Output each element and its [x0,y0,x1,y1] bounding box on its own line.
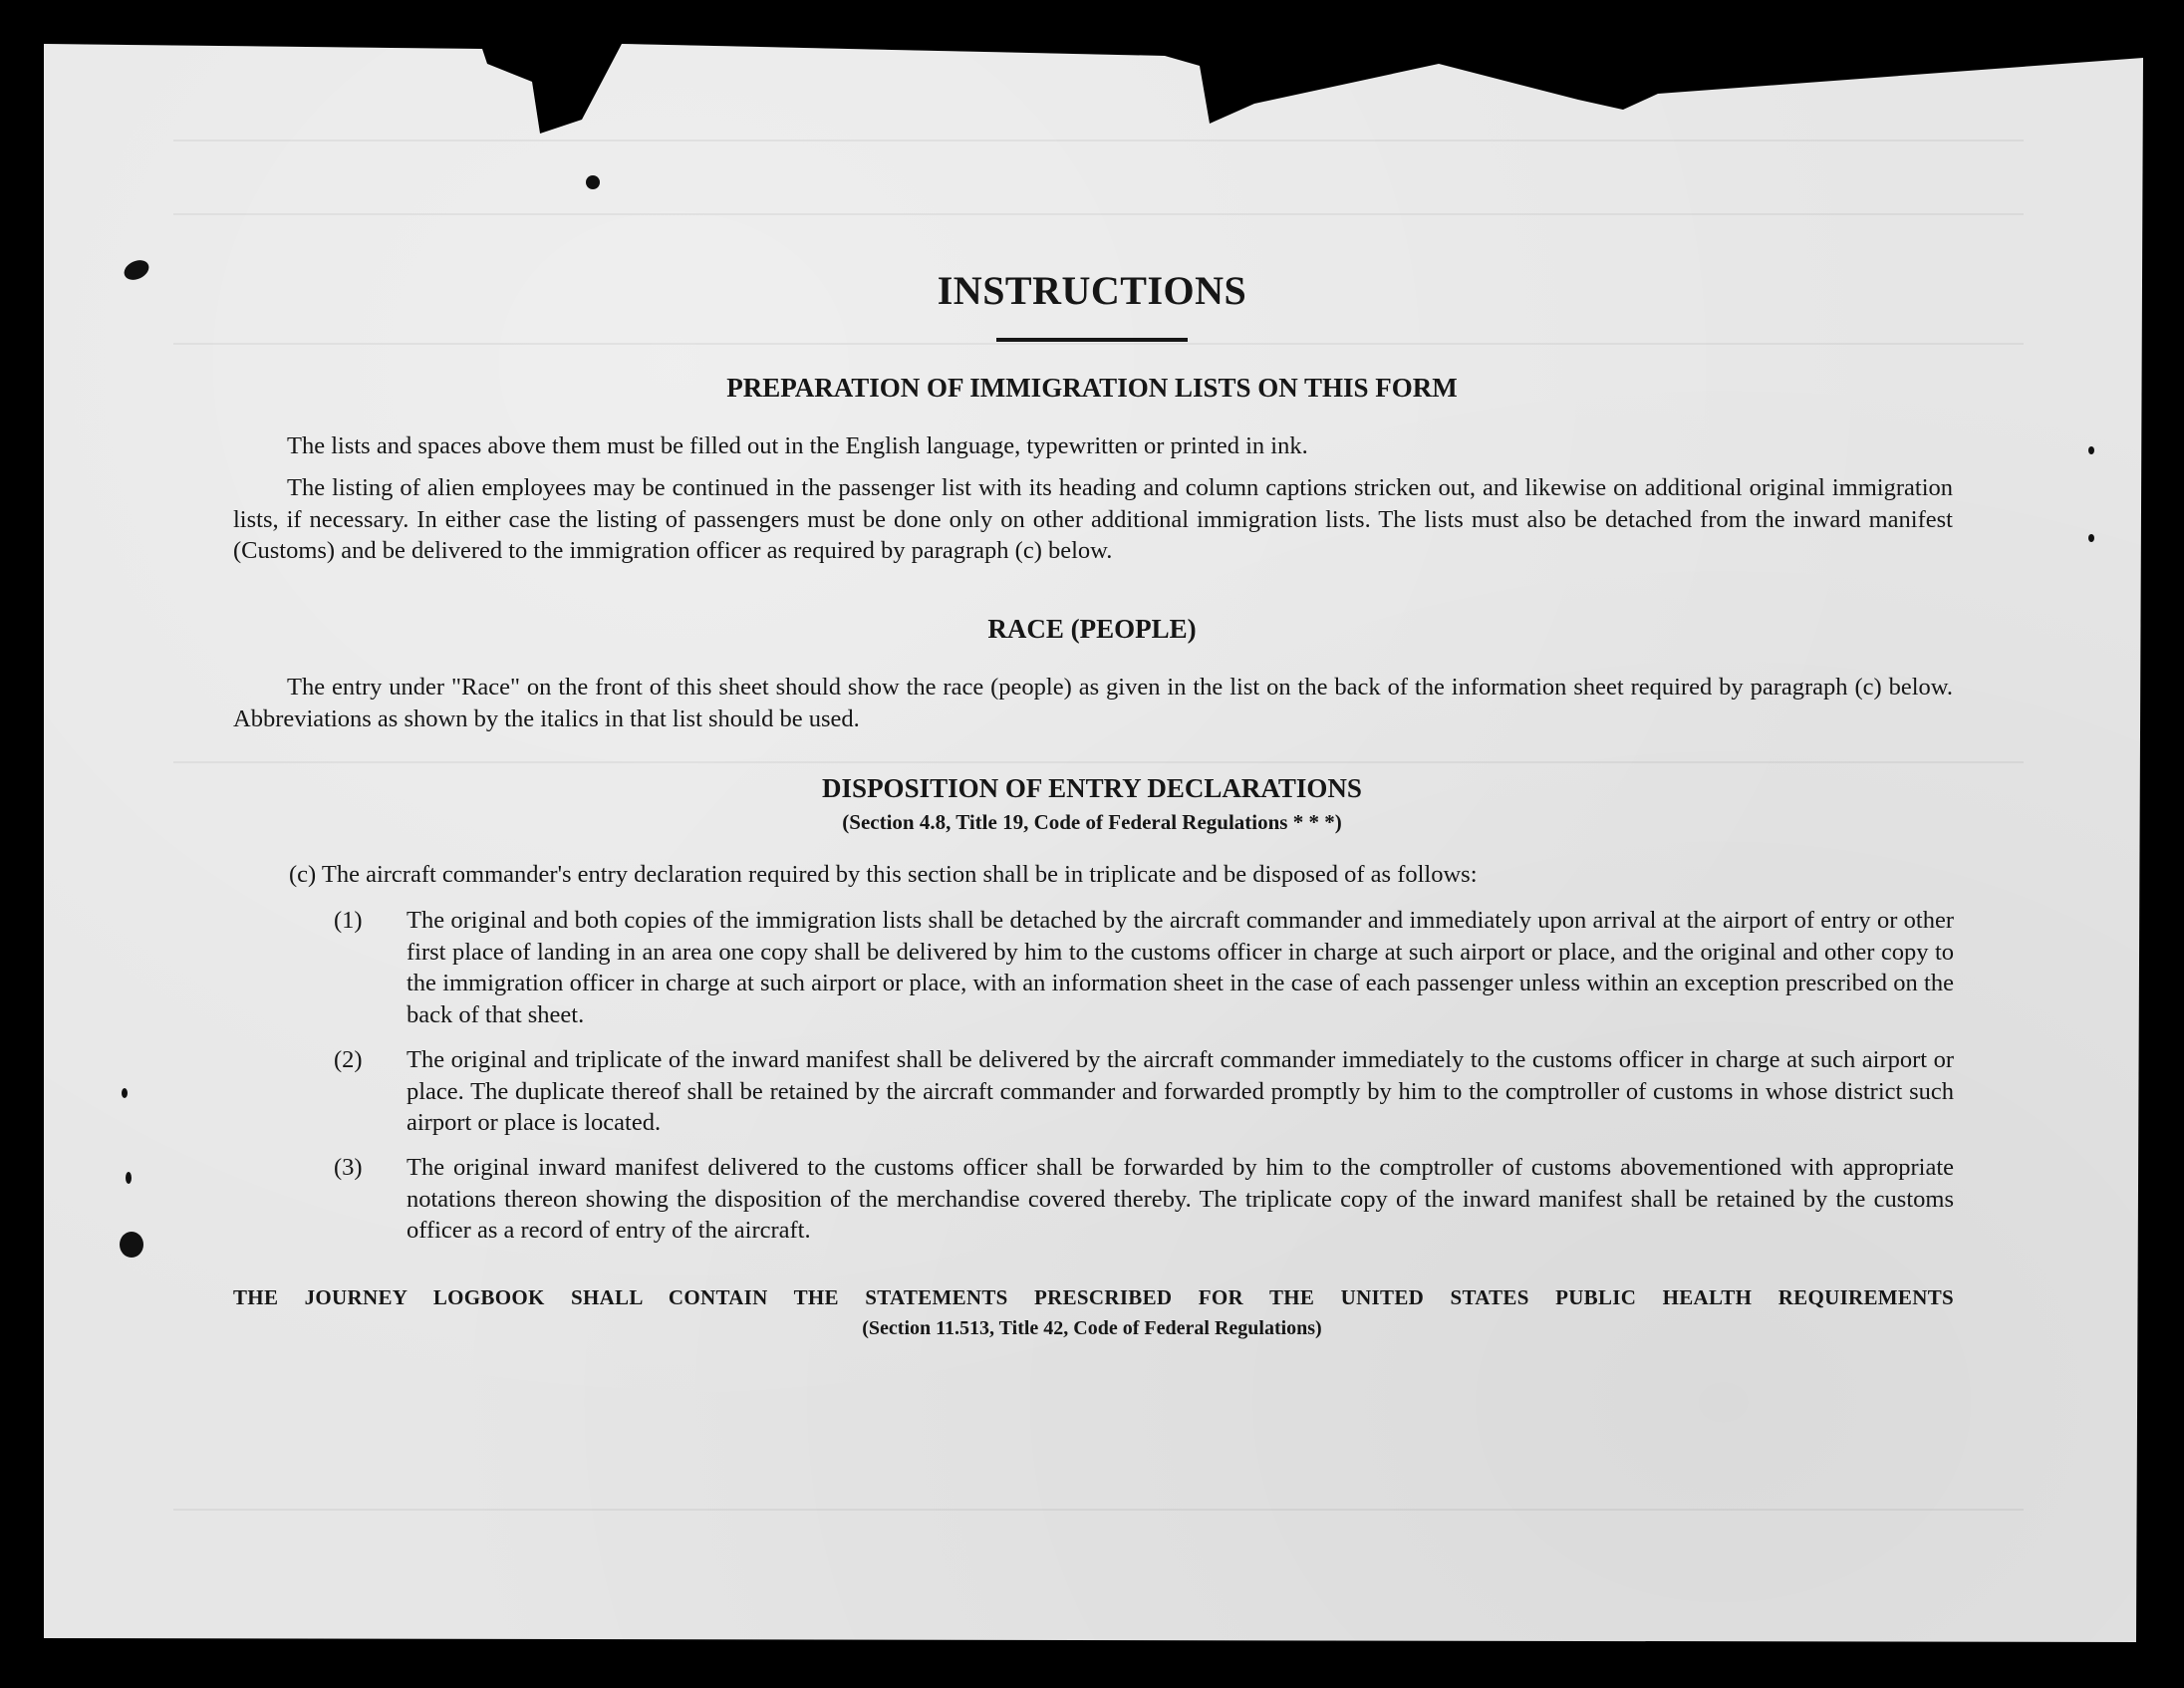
preparation-paragraph-1: The lists and spaces above them must be filled out in the English language, typewritten or printed in ink. [287,432,1308,459]
disposition-heading: DISPOSITION OF ENTRY DECLARATIONS [822,773,1362,803]
show-through-line [173,1509,2024,1511]
preparation-heading: PREPARATION OF IMMIGRATION LISTS ON THIS FORM [726,373,1458,403]
show-through-line [173,140,2024,141]
disposition-lead: (c) The aircraft commander's entry declaration required by this section shall be in triplicate and be disposed of as follows: [289,861,1478,888]
disposition-item-1: The original and both copies of the immigration lists shall be detached by the aircraft commander and immediately upon arrival at the airport of entry or other first place of landing in an area one copy shall be delivered by him to the customs officer in charge at such airport or place, and the original and other copy to the immigration officer in charge at such airport or place, with an information sheet in the case of each passenger unless within an exception prescribed on the back of that sheet. [407,907,1954,1028]
page-title: INSTRUCTIONS [937,268,1247,313]
ink-speck [122,1088,128,1098]
item-number: (3) [334,1154,363,1181]
disposition-item-3: The original inward manifest delivered to the customs officer shall be forwarded by him to the comptroller of customs abovementioned with appropriate notations thereon showing the disposition of the merchandise covered thereby. The triplicate copy of the inward manifest shall be retained by the customs officer as a record of entry of the aircraft. [407,1154,1954,1244]
show-through-line [173,761,2024,763]
ink-speck [126,1172,132,1184]
public-health-citation: (Section 11.513, Title 42, Code of Federal Regulations) [862,1317,1322,1339]
public-health-statement: THE JOURNEY LOGBOOK SHALL CONTAIN THE STATEMENTS PRESCRIBED FOR THE UNITED STATES PUBLIC HEALTH REQUIREMENTS [233,1285,1954,1309]
disposition-item-2: The original and triplicate of the inward manifest shall be delivered by the aircraft commander immediately to the customs officer in charge at such airport or place. The duplicate thereof shall be retained by the aircraft commander and forwarded promptly by him to the comptroller of customs in whose district such airport or place is located. [407,1046,1954,1136]
ink-speck [120,1232,143,1258]
ink-speck [2088,446,2094,454]
ink-speck [2088,534,2094,542]
race-heading: RACE (PEOPLE) [987,614,1197,644]
item-number: (1) [334,907,363,934]
show-through-line [173,213,2024,215]
preparation-paragraph-2: The listing of alien employees may be continued in the passenger list with its heading and column captions stricken out, and likewise on additional original immigration lists, if necessary. In either case the listing of passengers must be done only on other additional immigration lists. The lists must also be detached from the inward manifest (Customs) and be delivered to the immigration officer as required by paragraph (c) below. [233,474,1953,564]
ink-speck [586,175,600,189]
race-paragraph: The entry under "Race" on the front of this sheet should show the race (people) as given in the list on the back of the information sheet required by paragraph (c) below. Abbreviations as shown by the italics in that list should be used. [233,674,1953,732]
disposition-citation: (Section 4.8, Title 19, Code of Federal Regulations * * *) [842,810,1342,834]
show-through-line [173,343,2024,345]
item-number: (2) [334,1046,363,1073]
title-underline [996,338,1188,342]
